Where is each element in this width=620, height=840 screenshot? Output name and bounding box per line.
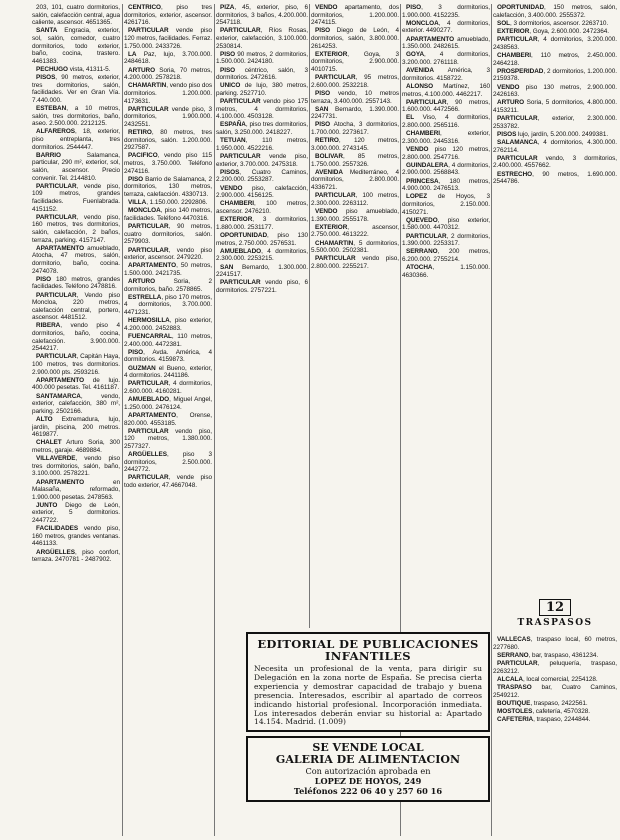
classified-ad: APARTAMENTO, 50 metros, 1.500.000. 2421735. — [124, 262, 212, 277]
classified-column-1 — [32, 4, 120, 836]
classified-ad: 203, 101, cuatro dormitorios, salón, calefacción central, agua caliente, ascensor. 4651365. — [32, 4, 120, 27]
classified-ad: PARTICULAR, exterior, 2.300.000. 2533782. — [493, 115, 617, 130]
classified-ad: PARTICULAR vende piso 120 metros, facilidades. Ferraz. 1.750.000. 2433726. — [124, 27, 212, 50]
classified-ad: PARTICULAR, 4 dormitorios, 3.200.000. 2438563. — [493, 36, 617, 51]
classified-ad: GUZMAN el Bueno, exterior, 4 dormitorios. 2441186. — [124, 364, 212, 380]
classified-ad: GOYA, 4 dormitorios, 3.200.000. 2761118. — [402, 51, 490, 66]
classified-ad: SAN Bernardo, 1.390.000. 2247731. — [311, 105, 399, 121]
editorial-ad-body: Necesita un profesional de la venta, para dirigir su Delegación en la zona norte de España. Se precisa cierta experiencia y demostrar capacidad de trabajo y buena presencia. Interesados, escribir al apartado de correos indicando historial profesional. Incorporación inmediata. Los interesados deberán enviar su historial a: Apartado 14.154. Madrid. (1.009) — [254, 664, 482, 727]
classified-ad: PISOS lujo, jardín, 5.200.000. 2499381. — [497, 130, 609, 138]
classified-ad: ARTURO Soria, 5 dormitorios, 4.800.000. 4153211. — [493, 99, 617, 114]
classified-ad: PARTICULAR, 95 metros, 2.600.000. 2532218. — [311, 74, 399, 89]
classified-ad: AMUEBLADO, Miguel Angel, 1.250.000. 2476124. — [124, 396, 212, 411]
classified-ad: PIZA, 45, exterior, piso, 6 dormitorios, 3 baños, 4.200.000. 2547118. — [216, 4, 308, 27]
classified-ad: VALLECAS, traspaso local, 60 metros, 2277680. — [493, 636, 617, 651]
section-header — [492, 596, 618, 634]
classified-ad: PISO 90 metros, 2 dormitorios, 1.500.000. 2424180. — [216, 50, 308, 66]
classified-ad: CHAMARTIN, vendo piso dos dormitorios. 1.200.000. 4173631. — [124, 82, 212, 105]
classified-ad: JUNTO Diego de León, exterior, 5 dormitorios. 2447722. — [32, 501, 120, 525]
classified-ad: PISOS, 90 metros, exterior, tres dormitorios, salón, facilidades. Ver en Gran Vía. 7.440.000. — [32, 74, 120, 104]
column-divider — [122, 4, 123, 836]
classified-ad: ESTEBAN, a 10 metros, salón, tres dormitorios, baño, aseo. 2.500.000. 2212125. — [32, 105, 120, 128]
classified-ad: LA Paz, lujo, 3.700.000. 2484618. — [124, 50, 212, 66]
classified-ad: APARTAMENTO amueblado, 1.350.000. 2482615. — [402, 35, 490, 51]
classified-ad: PARTICULAR, Vendo piso Moncloa, 220 metros, calefacción central, portero, ascensor. 4481512. — [32, 291, 120, 322]
classified-ad: PISO, Avda. América, 4 dormitorios. 4159873. — [124, 348, 212, 364]
classified-ad: EXTERIOR, Goya, 2.600.000. 2472364. — [497, 27, 609, 35]
classified-ad: CENTRICO, piso tres dormitorios, exterior, ascensor. 4261716. — [124, 4, 212, 27]
classified-ad: VENDO piso 120 metros, 2.800.000. 2547716. — [402, 146, 490, 161]
classified-ad: CHALET Arturo Soria, 300 metros, garaje. 4689884. — [32, 439, 120, 454]
classified-ad: APARTAMENTO, Orense, 820.000. 4553185. — [124, 411, 212, 427]
classified-ad: CAFETERIA, traspaso, 2244844. — [497, 716, 591, 724]
classified-ad: RIBERA, vendo piso 4 dormitorios, baño, cocina, calefacción. 3.900.000. 2544217. — [32, 322, 120, 353]
galeria-ad-line-1: SE VENDE LOCAL — [312, 741, 424, 754]
classified-ad: CHAMBERI, exterior, 2.300.000. 2445316. — [402, 130, 490, 145]
section-label: TRASPASOS — [517, 618, 593, 628]
classified-ad: AMUEBLADO, 4 dormitorios, 2.300.000. 2253215. — [216, 247, 308, 263]
classified-ad: PARTICULAR, 100 metros, 2.300.000. 2263112. — [311, 192, 399, 207]
galeria-ad-line-3: Con autorización aprobada en — [305, 766, 431, 776]
classified-ad: PARTICULAR, 90 metros, 1.600.000. 4472566. — [402, 98, 490, 114]
column-divider — [309, 4, 310, 628]
classified-ad: EXTERIOR, Goya, 3 dormitorios, 2.900.000. 4010715. — [311, 50, 399, 73]
classified-ad: ESPAÑA, piso tres dormitorios, salón, 3.250.000. 2418227. — [216, 121, 308, 137]
classified-ad: PISOS, Cuatro Caminos, 2.200.000. 2553287. — [216, 168, 308, 184]
classified-ad: PARTICULAR, vende piso, 109 metros, grandes facilidades. Fuenlabrada. 4151152. — [32, 182, 120, 213]
classified-ad: PARTICULAR, 4 dormitorios, 2.600.000. 4160281. — [124, 380, 212, 395]
classified-ad: EL Viso, 4 dormitorios, 2.800.000. 2565116. — [402, 114, 490, 130]
classified-ad: PARTICULAR vende piso, 3 dormitorios, 1.900.000. 2432551. — [124, 105, 212, 128]
classified-ad: VENDO apartamento, dos dormitorios, 1.200.000. 2474115. — [311, 4, 399, 27]
classified-ad: HERMOSILLA, piso exterior, 4.200.000. 2452883. — [124, 317, 212, 332]
classified-ad: PARTICULAR, vendo piso, 160 metros, tres dormitorios, salón, calefacción, 2 baños, terraza, parking. 4157147. — [32, 213, 120, 244]
classified-ad: PISO Atocha, 3 dormitorios, 1.700.000. 2273617. — [311, 121, 399, 137]
classified-ad: PISO vendo, 10 metros terraza, 3.400.000. 2557143. — [311, 89, 399, 105]
classified-ad: PACIFICO, vendo piso 115 metros, 3.750.000. Teléfono 2474116. — [124, 152, 212, 175]
classified-ad: PARTICULAR vendo piso, 120 metros, 1.380.000. 2577327. — [124, 427, 212, 450]
classified-ad: PISO céntrico, salón, 3 dormitorios. 2472616. — [216, 66, 308, 82]
classified-ad: TETUAN, 110 metros, 1.950.000. 4522216. — [216, 137, 308, 152]
classified-ad: OPORTUNIDAD, 150 metros, salón, calefacción, 3.400.000. 2555372. — [493, 4, 617, 19]
classified-ad: MONCLOA, 4 dormitorios, exterior. 4490277. — [402, 19, 490, 35]
classified-ad: PARTICULAR, vende piso todo exterior, 47.4667048. — [124, 474, 212, 490]
editorial-ad-title: EDITORIAL DE PUBLICACIONES — [257, 637, 479, 651]
classified-ad: EXTERIOR, 3 dormitorios, 1.880.000. 2531177. — [216, 216, 308, 231]
classified-ad: PARTICULAR, Capitán Haya, 100 metros, tres dormitorios. 2.900.000 pts. 2593216. — [32, 353, 120, 376]
classified-ad: PARTICULAR vendo piso, 2.800.000. 2255217. — [311, 255, 399, 270]
classified-ad: ESTRELLA, piso 170 metros, 4 dormitorios, 3.700.000. 4471231. — [124, 293, 212, 317]
classified-column-2 — [124, 4, 212, 836]
column-divider — [214, 4, 215, 836]
editorial-ad-box — [246, 632, 490, 732]
classified-ad: ESTRECHO, 90 metros, 1.690.000. 2544786. — [493, 170, 617, 186]
classified-ad: PISO Diego de León, 4 dormitorios, salón, 3.800.000. 2614253. — [311, 27, 399, 50]
classified-column-6 — [493, 4, 617, 594]
classified-ad: ATOCHA, 1.150.000. 4630366. — [402, 264, 490, 279]
classified-ad: ARTURO Soria, 70 metros, 4.200.000. 2578218. — [124, 66, 212, 82]
classified-ad: PARTICULAR vendo piso, 6 dormitorios. 2757221. — [216, 279, 308, 294]
galeria-ad-line-2: GALERIA DE ALIMENTACION — [275, 753, 461, 766]
classified-ad: ALONSO Martínez, 160 metros, 4.100.000. 4462217. — [402, 82, 490, 98]
classified-ad: PARTICULAR, 90 metros, cuatro dormitorios, salón. 2579903. — [124, 223, 212, 246]
classified-ad: ALTO Extremadura, lujo, jardín, piscina, 200 metros. 4619877. — [32, 415, 120, 439]
classified-ad: PRINCESA, 180 metros, 4.900.000. 2476513. — [402, 177, 490, 193]
classified-ad: LOPEZ de Hoyos, 3 dormitorios, 2.150.000. 4150271. — [402, 193, 490, 216]
classified-ad: APARTAMENTO en Malasaña, reformado, 1.900.000 pesetas. 2478563. — [32, 478, 120, 501]
classified-ad: VILLAVERDE, vendo piso tres dormitorios, salón, baño, 3.100.000. 2578221. — [32, 455, 120, 478]
classified-ad: PARTICULAR vende piso, exterior, 3.700.000. 2475318. — [216, 153, 308, 168]
classified-ad: PARTICULAR, Ríos Rosas, exterior, calefacción, 3.100.000. 2530814. — [216, 27, 308, 50]
classified-ad: RETIRO, 120 metros, 3.000.000. 2743145. — [311, 137, 399, 152]
classified-column-4 — [311, 4, 399, 628]
editorial-ad-subtitle: INFANTILES — [325, 649, 411, 663]
classified-ad: TRASPASO bar, Cuatro Caminos, 2549212. — [493, 683, 617, 699]
classified-ad: PARTICULAR, 2 dormitorios, 1.390.000. 2253317. — [402, 232, 490, 248]
classified-ad: PARTICULAR vendo, 3 dormitorios, 2.400.000. 4557662. — [493, 154, 617, 170]
classified-ad: SERRANO, bar, traspaso, 4361234. — [497, 651, 599, 659]
section-number: 12 — [539, 599, 571, 616]
classified-ad: BOLIVAR, 85 metros, 1.750.000. 2557326. — [311, 153, 399, 168]
galeria-ad-box — [246, 736, 490, 802]
classified-ad: UNICO de lujo, 380 metros, parking. 2527710. — [216, 82, 308, 97]
classified-ad: BOUTIQUE, traspaso, 2422561. — [497, 699, 588, 707]
classified-ad: PARTICULAR vendo piso 175 metros, 4 dormitorios, 4.100.000. 4503128. — [216, 98, 308, 121]
classified-ad: AVENIDA América, 3 dormitorios. 4158722. — [402, 67, 490, 82]
galeria-ad-phones: Teléfonos 222 06 40 y 257 60 16 — [293, 786, 443, 796]
classified-ad: PISO, 3 dormitorios, 1.900.000. 4152235. — [402, 4, 490, 19]
classified-ad: APARTAMENTO de lujo. 400.000 pesetas. Tel. 4161187. — [32, 376, 120, 392]
classified-ad: ARGÜELLES, piso 3 dormitorios, 2.500.000. 2442772. — [124, 451, 212, 474]
classified-ad: SERRANO, 200 metros, 6.200.000. 2755214. — [402, 248, 490, 263]
classified-ad: PARTICULAR, peluquería, traspaso, 2263212. — [493, 659, 617, 675]
classified-ad: CHAMBERI, 100 metros, ascensor. 2476210. — [216, 200, 308, 215]
classified-ad: VENDO piso 130 metros, 2.900.000. 2426163. — [493, 83, 617, 99]
classified-ad: ALFAREROS, 18, exterior, piso entreplanta, tres dormitorios. 2544447. — [32, 128, 120, 151]
classified-ad: SOL, 3 dormitorios, ascensor. 2263710. — [497, 19, 609, 27]
classified-ad: EXTERIOR, ascensor, 2.750.000. 4613222. — [311, 223, 399, 239]
classified-ad: OPORTUNIDAD, piso 130 metros, 2.750.000. 2576531. — [216, 231, 308, 247]
classified-column-6-traspasos — [493, 636, 617, 836]
classified-ad: CHAMBERI, 110 metros, 2.450.000. 2464218. — [493, 51, 617, 67]
classified-ad: SANTA Engracia, exterior, sol, salón, comedor, cuatro dormitorios, todo exterior, baño, cocina, trastero. 4461383. — [32, 27, 120, 65]
classified-ad: SALAMANCA, 4 dormitorios, 4.300.000. 2762114. — [493, 139, 617, 154]
classified-ad: AVENIDA Mediterráneo, 4 dormitorios, 2.800.000. 4336721. — [311, 168, 399, 191]
column-divider — [491, 4, 492, 836]
classified-ad: PISO Barrio de Salamanca, 2 dormitorios, 130 metros, terraza, calefacción. 4330713. — [124, 175, 212, 198]
classified-column-3 — [216, 4, 308, 628]
classified-ad: VILLA, 1.150.000. 2292806. — [128, 199, 208, 207]
classified-ad: MONCLOA, piso 140 metros, facilidades. Teléfono 4470316. — [124, 207, 212, 222]
classified-ad: PECHUGO vista, 41311-5. — [36, 65, 111, 73]
classified-ad: SAN Bernardo, 1.300.000. 2241517. — [216, 263, 308, 279]
classified-ad: APARTAMENTO amueblado, Atocha, 47 metros, salón, dormitorio, baño, cocina. 2474078. — [32, 244, 120, 275]
classified-ad: RETIRO, 80 metros, tres dormitorios, salón. 1.200.000. 2927587. — [124, 129, 212, 152]
classified-ad: FACILIDADES vendo piso, 160 metros, grandes ventanas. 4461133. — [32, 525, 120, 548]
classified-ad: PISO 180 metros, grandes facilidades. Teléfono 2478816. — [32, 275, 120, 291]
classified-ad: ALCALA, local comercial, 2254128. — [497, 675, 598, 683]
classified-ad: MOSTOLES, cafetería, 4570328. — [497, 707, 590, 715]
classified-ad: CHAMARTIN, 5 dormitorios, 5.500.000. 2502381. — [311, 239, 399, 255]
classified-ad: GUINDALERA, 4 dormitorios, 2.900.000. 2568843. — [402, 161, 490, 177]
galeria-ad-address: LOPEZ DE HOYOS, 249 — [314, 776, 422, 786]
classified-ad: ARGÜELLES, piso confort, terraza. 2470781 - 2487902. — [32, 548, 120, 564]
classified-ad: VENDO piso amueblado, 1.390.000. 2555178. — [311, 207, 399, 223]
classified-ad: ARTURO Soria, 2 dormitorios, baño. 2578865. — [124, 278, 212, 293]
classified-ad: PARTICULAR, vendo piso exterior, ascensor. 2479220. — [124, 246, 212, 262]
classified-ad: SANTAMARCA, vendo, exterior, calefacción, 380 m², parking. 2502166. — [32, 392, 120, 415]
classified-ad: VENDO piso, calefacción, 2.900.000. 4156125. — [216, 184, 308, 200]
classified-ad: QUEVEDO, piso exterior, 1.580.000. 4470312. — [402, 216, 490, 232]
classified-ad: FUENCARRAL, 110 metros, 2.400.000. 4472381. — [124, 333, 212, 348]
classified-ad: PROSPERIDAD, 2 dormitorios, 1.200.000. 2159378. — [493, 67, 617, 83]
classified-ad: BARRIO Salamanca, particular, 290 m², exterior, sol, salón, ascensor. Precio convenir. Tel. 2144810. — [32, 151, 120, 182]
